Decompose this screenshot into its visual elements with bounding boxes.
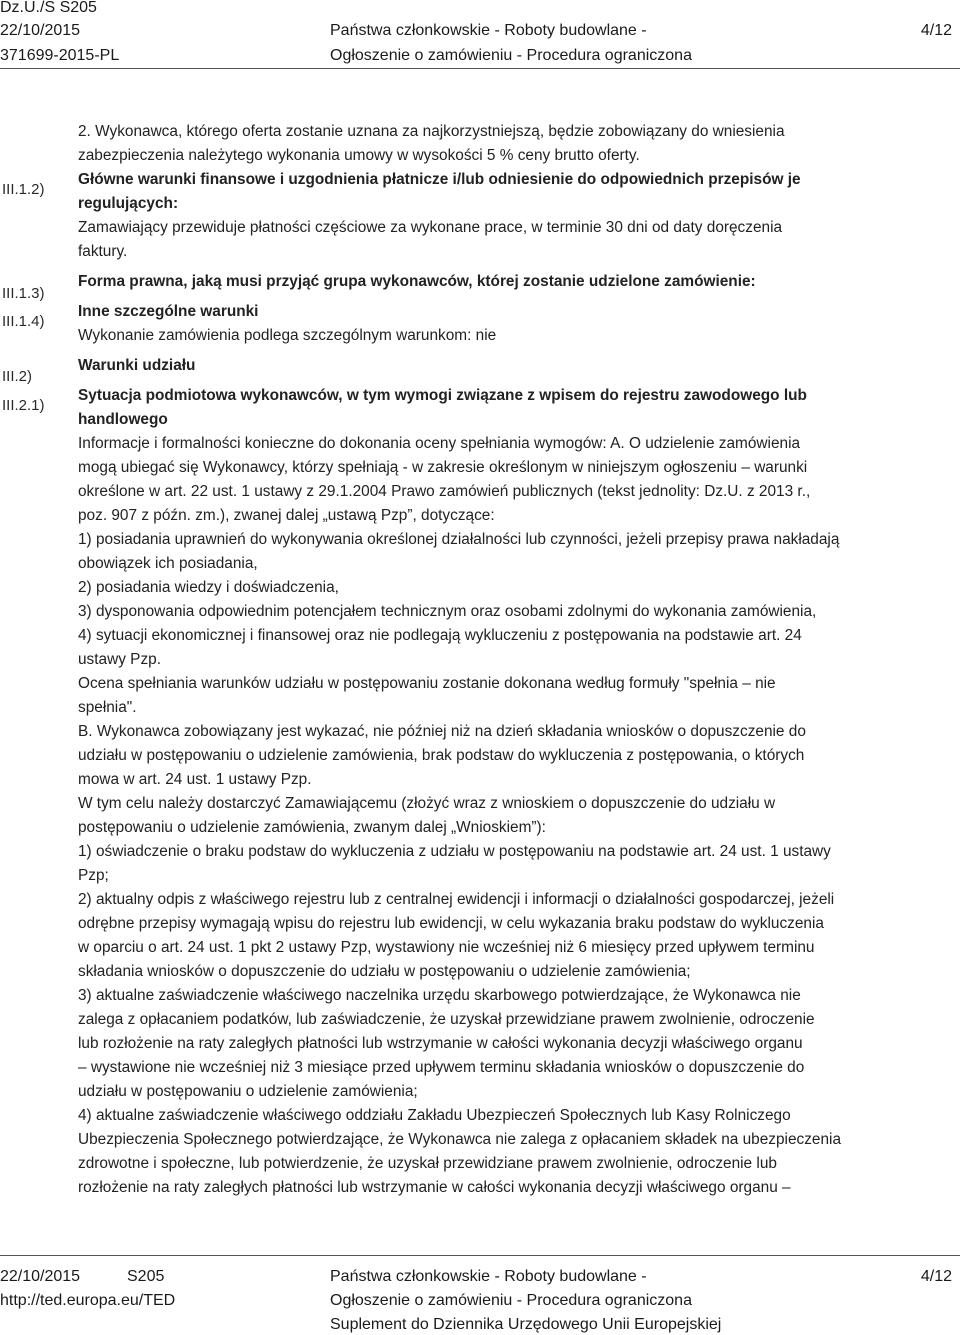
footer-category: Państwa członkowskie - Roboty budowlane - bbox=[330, 1268, 647, 1285]
requirements-paragraph bbox=[78, 432, 956, 1200]
body-line: Ubezpieczenia Społecznego potwierdzające, że Wykonawca nie zalega z opłacaniem składek na ubezpieczenia bbox=[78, 1131, 842, 1148]
body-line: Informacje i formalności konieczne do dokonania oceny spełniania wymogów: A. O udzielenie zamówienia bbox=[78, 435, 801, 452]
section-label-III-1-2: III.1.2) bbox=[2, 181, 45, 198]
page-number: 4/12 bbox=[920, 22, 952, 39]
body-line: 1) oświadczenie o braku podstaw do wykluczenia z udziału w postępowaniu na podstawie art. 24 ust. 1 ustawy bbox=[78, 843, 831, 860]
body-line: – wystawione nie wcześniej niż 3 miesiące przed upływem terminu składania wniosków o dopuszczenie do bbox=[78, 1059, 805, 1076]
notice-number: 371699-2015-PL bbox=[0, 47, 120, 64]
ted-link[interactable]: http://ted.europa.eu/TED bbox=[0, 1292, 176, 1309]
body-line: udziału w postępowaniu o udzielenie zamówienia, brak podstaw do wykluczenia z postępowania, o których bbox=[78, 747, 805, 764]
legal-form-heading: Forma prawna, jaką musi przyjąć grupa wykonawców, której zostanie udzielone zamówienie: bbox=[78, 273, 756, 290]
footer-divider bbox=[0, 1255, 960, 1256]
body-line: 2) posiadania wiedzy i doświadczenia, bbox=[78, 579, 339, 596]
header-category: Państwa członkowskie - Roboty budowlane - bbox=[330, 22, 647, 39]
document-body bbox=[78, 120, 956, 1200]
page-footer bbox=[0, 1268, 960, 1334]
section-label-III-2: III.2) bbox=[2, 368, 33, 385]
footer-procedure: Ogłoszenie o zamówieniu - Procedura ograniczona bbox=[330, 1292, 692, 1309]
header-procedure: Ogłoszenie o zamówieniu - Procedura ograniczona bbox=[330, 47, 692, 64]
footer-series: S205 bbox=[127, 1268, 165, 1285]
body-line: lub rozłożenie na raty zaległych płatności lub wstrzymanie w całości wykonania decyzji właściwego organu bbox=[78, 1035, 803, 1052]
body-line: zalega z opłacaniem podatków, lub zaświadczenie, że uzyskał przewidziane prawem zwolnienie, odroczenie bbox=[78, 1011, 815, 1028]
body-line: 3) dysponowania odpowiednim potencjałem technicznym oraz osobami zdolnymi do wykonania zamówienia, bbox=[78, 603, 817, 620]
body-line: zdrowotne i społeczne, lub potwierdzenie, że uzyskał przewidziane prawem zwolnienie, odroczenie lub bbox=[78, 1155, 777, 1172]
body-line: obowiązek ich posiadania, bbox=[78, 555, 258, 572]
body-line: spełnia". bbox=[78, 699, 137, 716]
body-line: Ocena spełniania warunków udziału w postępowaniu zostanie dokonana według formuły "spełnia – nie bbox=[78, 675, 776, 692]
body-line: ustawy Pzp. bbox=[78, 651, 161, 668]
security-paragraph: 2. Wykonawca, którego oferta zostanie uznana za najkorzystniejszą, będzie zobowiązany do wniesienia zabezpieczenia należytego wykonania umowy w wysokości 5 % ceny brutto oferty. bbox=[78, 123, 785, 164]
body-line: W tym celu należy dostarczyć Zamawiającemu (złożyć wraz z wnioskiem o dopuszczenie do udziału w bbox=[78, 795, 776, 812]
participation-conditions-heading: Warunki udziału bbox=[78, 357, 196, 374]
body-line: postępowaniu o udzielenie zamówienia, zwanym dalej „Wnioskiem”): bbox=[78, 819, 546, 836]
financial-heading: Główne warunki finansowe i uzgodnienia płatnicze i/lub odniesienie do odpowiednich przepisów je regulujących: bbox=[78, 171, 801, 212]
body-line: mowa w art. 24 ust. 1 ustawy Pzp. bbox=[78, 771, 312, 788]
other-conditions-paragraph: Wykonanie zamówienia podlega szczególnym warunkom: nie bbox=[78, 327, 497, 344]
journal-reference: Dz.U./S S205 bbox=[0, 0, 97, 16]
body-line: określone w art. 22 ust. 1 ustawy z 29.1.2004 Prawo zamówień publicznych (tekst jednolity: Dz.U. z 2013 r., bbox=[78, 483, 811, 500]
section-label-III-1-3: III.1.3) bbox=[2, 285, 45, 302]
body-line: składania wniosków o dopuszczenie do udziału w postępowaniu o udzielenie zamówienia; bbox=[78, 963, 691, 980]
body-line: B. Wykonawca zobowiązany jest wykazać, nie później niż na dzień składania wniosków o dopuszczenie do bbox=[78, 723, 806, 740]
body-line: 4) sytuacji ekonomicznej i finansowej oraz nie podlegają wykluczeniu z postępowania na podstawie art. 24 bbox=[78, 627, 802, 644]
body-line: 4) aktualne zaświadczenie właściwego oddziału Zakładu Ubezpieczeń Społecznych lub Kasy Rolniczego bbox=[78, 1107, 791, 1124]
publication-date: 22/10/2015 bbox=[0, 22, 81, 39]
body-line: w oparciu o art. 24 ust. 1 pkt 2 ustawy Pzp, wystawiony nie wcześniej niż 6 miesięcy przed upływem terminu bbox=[78, 939, 815, 956]
body-line: poz. 907 z późn. zm.), zwanej dalej „ustawą Pzp”, dotyczące: bbox=[78, 507, 495, 524]
header-divider bbox=[0, 68, 960, 69]
footer-date: 22/10/2015 bbox=[0, 1268, 81, 1285]
section-label-III-1-4: III.1.4) bbox=[2, 313, 45, 330]
financial-paragraph: Zamawiający przewiduje płatności częściowe za wykonane prace, w terminie 30 dni od daty doręczenia faktury. bbox=[78, 219, 783, 260]
body-line: udziału w postępowaniu o udzielenie zamówienia; bbox=[78, 1083, 418, 1100]
page-header bbox=[0, 0, 960, 64]
contractor-situation-heading: Sytuacja podmiotowa wykonawców, w tym wymogi związane z wpisem do rejestru zawodowego lub handlowego bbox=[78, 387, 807, 428]
body-line: Pzp; bbox=[78, 867, 109, 884]
body-line: rozłożenie na raty zaległych płatności lub wstrzymanie w całości wykonania decyzji właściwego organu – bbox=[78, 1179, 791, 1196]
other-conditions-heading: Inne szczególne warunki bbox=[78, 303, 259, 320]
footer-supplement: Suplement do Dziennika Urzędowego Unii Europejskiej bbox=[330, 1316, 722, 1333]
body-line: mogą ubiegać się Wykonawcy, którzy spełniają - w zakresie określonym w niniejszym ogłoszeniu – warunki bbox=[78, 459, 808, 476]
section-label-III-2-1: III.2.1) bbox=[2, 397, 45, 414]
body-line: 2) aktualny odpis z właściwego rejestru lub z centralnej ewidencji i informacji o działalności gospodarczej, jeżeli bbox=[78, 891, 835, 908]
footer-page-number: 4/12 bbox=[920, 1268, 952, 1285]
body-line: odrębne przepisy wymagają wpisu do rejestru lub ewidencji, w celu wykazania braku podstaw do wykluczenia bbox=[78, 915, 824, 932]
body-line: 1) posiadania uprawnień do wykonywania określonej działalności lub czynności, jeżeli przepisy prawa nakładają bbox=[78, 531, 840, 548]
body-line: 3) aktualne zaświadczenie właściwego naczelnika urzędu skarbowego potwierdzające, że Wykonawca nie bbox=[78, 987, 801, 1004]
